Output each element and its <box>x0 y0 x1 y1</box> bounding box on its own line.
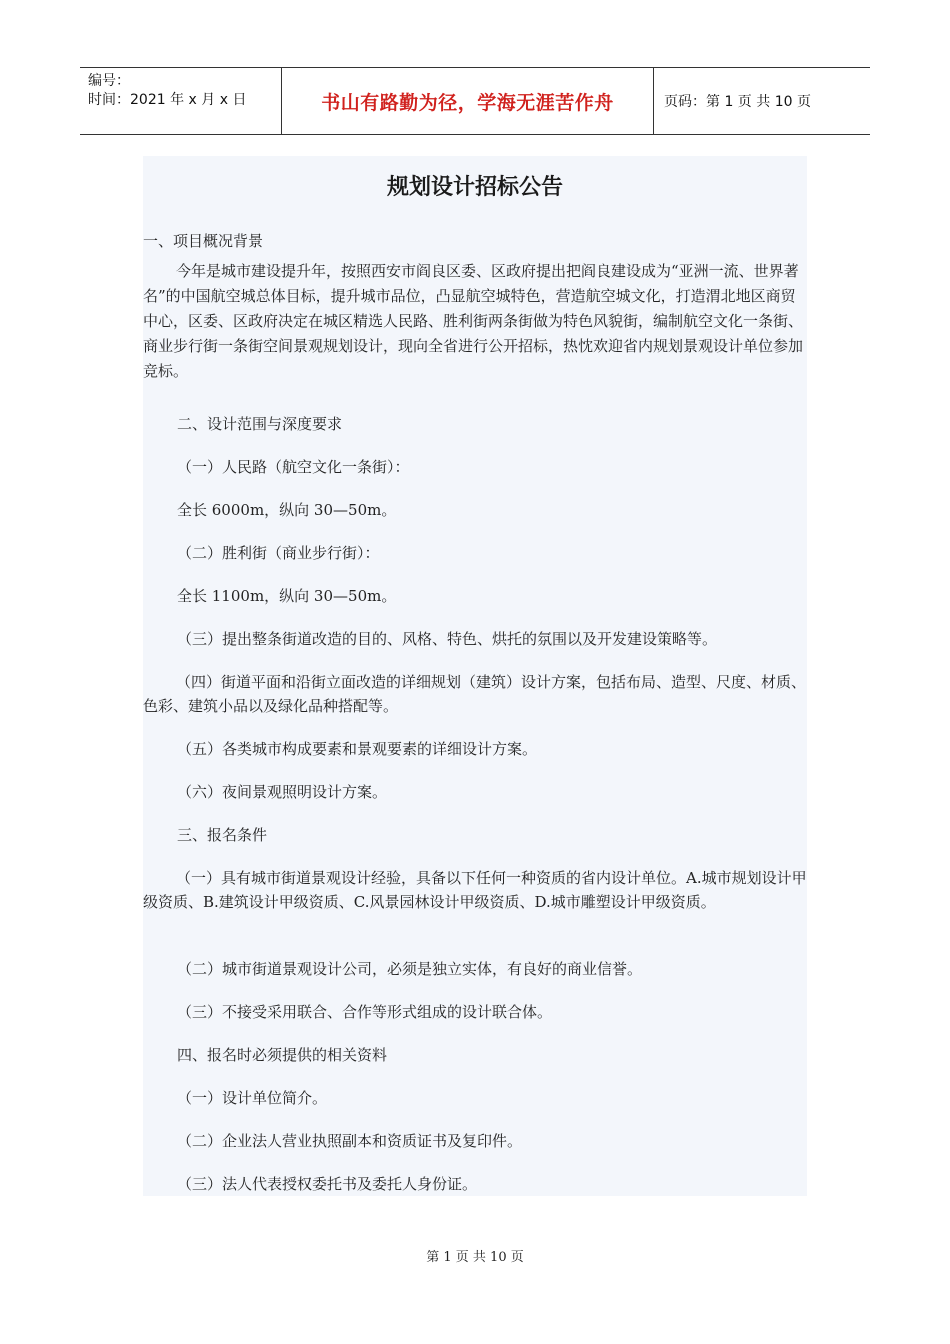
section-heading: 三、报名条件 <box>177 826 268 844</box>
header-page-info: 页码：第 1 页 共 10 页 <box>664 94 811 110</box>
document-title: 规划设计招标公告 <box>386 175 563 200</box>
paragraph: （三）不接受采用联合、合作等形式组成的设计联合体。 <box>177 1003 553 1021</box>
section-heading: 二、设计范围与深度要求 <box>177 415 343 433</box>
page-footer: 第 1 页 共 10 页 <box>426 1250 524 1265</box>
header-motto: 书山有路勤为径，学海无涯苦作舟 <box>282 68 654 134</box>
paragraph: （二）胜利街（商业步行街）： <box>177 544 380 562</box>
paragraph: （四）街道平面和沿街立面改造的详细规划（建筑）设计方案，包括布局、造型、尺度、材质、色彩、建筑小品以及绿化品种搭配等。 <box>143 673 807 715</box>
paragraph: （一）设计单位简介。 <box>177 1089 328 1107</box>
paragraph: （五）各类城市构成要素和景观要素的详细设计方案。 <box>177 740 538 758</box>
paragraph: （六）夜间景观照明设计方案。 <box>177 783 388 801</box>
code-label: 编号： <box>88 73 130 89</box>
paragraph: （三）法人代表授权委托书及委托人身份证。 <box>177 1175 478 1193</box>
header-meta <box>80 68 282 134</box>
time-label: 时间：2021 年 x 月 x 日 <box>88 92 247 108</box>
section-heading: 四、报名时必须提供的相关资料 <box>177 1046 388 1064</box>
document-header <box>80 67 870 135</box>
paragraph: 今年是城市建设提升年，按照西安市阎良区委、区政府提出把阎良建设成为“亚洲一流、世界著名”的中国航空城总体目标，提升城市品位，凸显航空城特色，营造航空城文化，打造渭北地区商贸中心，区委、区政府决定在城区精选人民路、胜利街两条街做为特色风貌街，编制航空文化一条街、商业步行街一条街空间景观规划设计，现向全省进行公开招标，热忱欢迎省内规划景观设计单位参加竞标。 <box>143 262 804 380</box>
paragraph: （一）具有城市街道景观设计经验，具备以下任何一种资质的省内设计单位。A.城市规划设计甲级资质、B.建筑设计甲级资质、C.风景园林设计甲级资质、D.城市雕塑设计甲级资质。 <box>143 869 807 911</box>
section-heading: 一、项目概况背景 <box>143 232 264 250</box>
paragraph: （二）城市街道景观设计公司，必须是独立实体，有良好的商业信誉。 <box>177 960 643 978</box>
paragraph: 全长 6000m，纵向 30—50m。 <box>177 501 397 519</box>
paragraph: （三）提出整条街道改造的目的、风格、特色、烘托的氛围以及开发建设策略等。 <box>177 630 718 648</box>
paragraph: （一）人民路（航空文化一条街）： <box>177 458 410 476</box>
paragraph: 全长 1100m，纵向 30—50m。 <box>177 587 397 605</box>
paragraph: （二）企业法人营业执照副本和资质证书及复印件。 <box>177 1132 523 1150</box>
document-body <box>143 156 807 1196</box>
